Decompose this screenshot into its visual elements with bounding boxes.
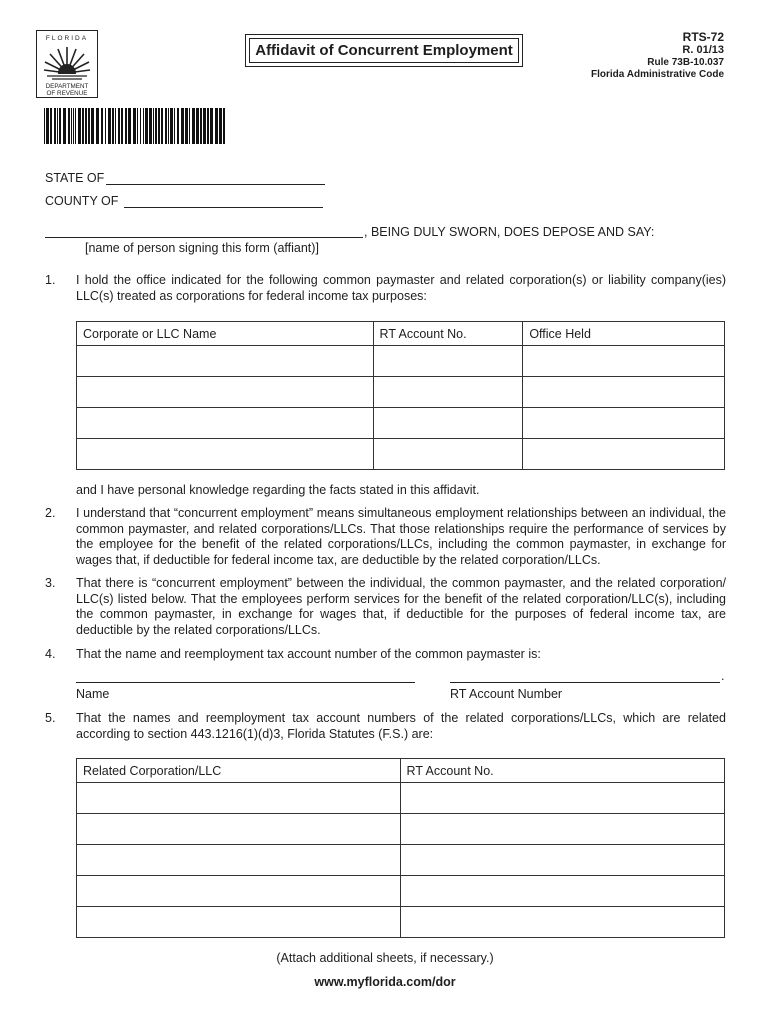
- rt-account-cell[interactable]: [373, 408, 523, 439]
- item-5-text: That the names and reemployment tax account numbers of the related corporations/LLCs, which are related according to section 443.1216(1)(d)3, Florida Statutes (F.S.) are:: [76, 711, 726, 741]
- affiant-caption: [name of person signing this form (affiant)]: [85, 241, 319, 255]
- column-header-rt-account: RT Account No.: [400, 759, 724, 783]
- item-4-number: 4.: [45, 647, 56, 661]
- paymaster-name-field[interactable]: [76, 682, 415, 683]
- paymaster-account-field[interactable]: [450, 682, 720, 683]
- sunburst-logo-icon: [43, 43, 91, 81]
- office-held-cell[interactable]: [523, 408, 725, 439]
- office-held-cell[interactable]: [523, 439, 725, 470]
- item-5-number: 5.: [45, 711, 56, 725]
- rt-account-cell[interactable]: [400, 907, 724, 938]
- rt-account-cell[interactable]: [400, 783, 724, 814]
- paymaster-name-label: Name: [76, 687, 110, 701]
- office-held-cell[interactable]: [523, 377, 725, 408]
- corporate-name-cell[interactable]: [77, 408, 374, 439]
- table-header-row: [77, 759, 725, 783]
- barcode-icon: [44, 108, 226, 144]
- related-corporation-cell[interactable]: [77, 845, 401, 876]
- table-header-row: [77, 322, 725, 346]
- corporate-name-cell[interactable]: [77, 346, 374, 377]
- attach-sheets-note: (Attach additional sheets, if necessary.): [276, 951, 494, 965]
- table-row: [77, 814, 725, 845]
- form-title: Affidavit of Concurrent Employment: [249, 38, 519, 63]
- corporate-name-cell[interactable]: [77, 439, 374, 470]
- corporate-name-cell[interactable]: [77, 377, 374, 408]
- table-row: [77, 876, 725, 907]
- related-corporation-cell[interactable]: [77, 783, 401, 814]
- column-header-rt-account: RT Account No.: [373, 322, 523, 346]
- county-of-field[interactable]: [124, 207, 323, 208]
- related-corporation-cell[interactable]: [77, 907, 401, 938]
- sworn-statement: , BEING DULY SWORN, DOES DEPOSE AND SAY:: [364, 225, 655, 239]
- corporation-office-table: [76, 321, 725, 470]
- item-1-text: I hold the office indicated for the following common paymaster and related corporation(s) or liability company(ies) LLC(s) treated as corporations for federal income tax purposes:: [76, 273, 726, 303]
- table-row: [77, 845, 725, 876]
- column-header-corporate-name: Corporate or LLC Name: [77, 322, 374, 346]
- rt-account-cell[interactable]: [373, 439, 523, 470]
- state-of-field[interactable]: [106, 184, 325, 185]
- table-row: [77, 377, 725, 408]
- paymaster-account-label: RT Account Number: [450, 687, 563, 701]
- table-row: [77, 783, 725, 814]
- form-identifier: [591, 30, 724, 81]
- item-3-number: 3.: [45, 576, 56, 590]
- item-1-number: 1.: [45, 273, 56, 287]
- item-2-number: 2.: [45, 506, 56, 520]
- rt-account-cell[interactable]: [400, 814, 724, 845]
- related-corporation-table: [76, 758, 725, 938]
- department-logo: [36, 30, 98, 98]
- related-corporation-cell[interactable]: [77, 876, 401, 907]
- personal-knowledge-statement: and I have personal knowledge regarding the facts stated in this affidavit.: [76, 483, 480, 497]
- item-2-text: I understand that “concurrent employment” means simultaneous employment relationships between an individual, the common paymaster, and related corporations/LLCs. That those relationships require the performance of services by the employee for the benefit of the related corporations/LLCs, including the common paymaster, in exchange for wages that, if deductible for federal income tax, are deductible by the related corporation/LLCs.: [76, 506, 726, 567]
- form-title-box: [245, 34, 523, 67]
- form-number: RTS-72: [682, 30, 724, 44]
- rt-account-cell[interactable]: [373, 346, 523, 377]
- state-of-label: STATE OF: [45, 171, 105, 185]
- paymaster-period: .: [721, 669, 725, 683]
- table-row: [77, 346, 725, 377]
- logo-department-text: DEPARTMENT OF REVENUE: [45, 83, 89, 97]
- rt-account-cell[interactable]: [373, 377, 523, 408]
- county-of-label: COUNTY OF: [45, 194, 119, 208]
- table-row: [77, 907, 725, 938]
- website-link[interactable]: www.myflorida.com/dor: [314, 975, 456, 989]
- logo-state-text: FLORIDA: [45, 35, 89, 42]
- form-rule: Rule 73B-10.037: [647, 57, 724, 68]
- table-row: [77, 408, 725, 439]
- table-row: [77, 439, 725, 470]
- column-header-related-corporation: Related Corporation/LLC: [77, 759, 401, 783]
- affiant-name-field[interactable]: [45, 237, 363, 238]
- form-code: Florida Administrative Code: [591, 69, 724, 80]
- office-held-cell[interactable]: [523, 346, 725, 377]
- form-revision: R. 01/13: [682, 44, 724, 56]
- rt-account-cell[interactable]: [400, 876, 724, 907]
- item-3-text: That there is “concurrent employment” between the individual, the common paymaster, and the related corporation/ LLC(s) listed below. That the employees perform services for the benefit of the related corporation/LLC(s), including the common paymaster, in exchange for wages that, if deductible for the purposes of federal income tax, are deductible by the related corporations/LLCs.: [76, 576, 726, 637]
- related-corporation-cell[interactable]: [77, 814, 401, 845]
- column-header-office-held: Office Held: [523, 322, 725, 346]
- rt-account-cell[interactable]: [400, 845, 724, 876]
- item-4-text: That the name and reemployment tax account number of the common paymaster is:: [76, 647, 541, 661]
